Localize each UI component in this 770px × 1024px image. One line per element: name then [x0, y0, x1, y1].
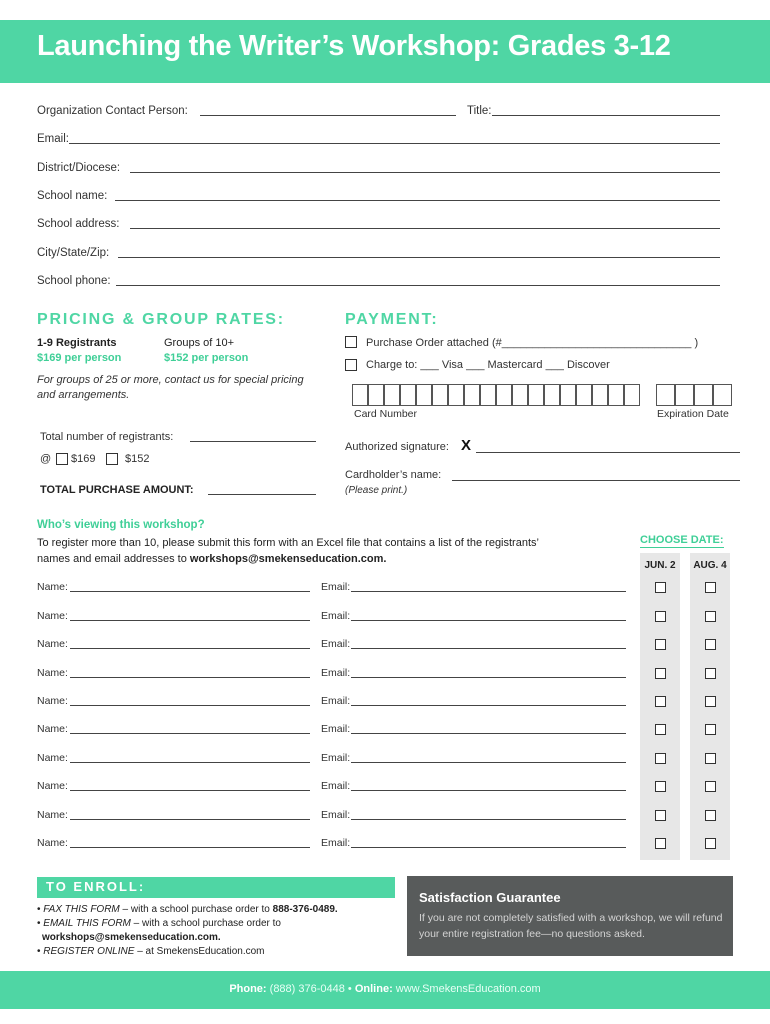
expiration-digit-cell[interactable]: [656, 384, 675, 406]
footer-phone: (888) 376-0448 •: [266, 983, 355, 995]
instructions-text: names and email addresses to: [37, 553, 190, 565]
card-digit-cell[interactable]: [368, 384, 384, 406]
total-registrants-field[interactable]: [190, 441, 316, 442]
city-field[interactable]: [118, 257, 720, 258]
enroll-email-text: – with a school purchase order to: [130, 918, 281, 929]
registrant-email-label: Email:: [321, 837, 351, 849]
registrant-name-field[interactable]: [70, 620, 310, 621]
registrant-email-label: Email:: [321, 780, 351, 792]
registrant-name-label: Name:: [37, 610, 68, 622]
enroll-fax-item: • FAX THIS FORM – with a school purchase order to 888-376-0489.: [37, 904, 338, 915]
school-phone-label: School phone:: [37, 275, 111, 287]
tier2-price: $152 per person: [164, 352, 249, 364]
rate-152-label: $152: [125, 453, 150, 465]
registrant-email-field[interactable]: [351, 677, 626, 678]
charge-label: Charge to: ___ Visa ___ Mastercard ___ Discover: [366, 359, 610, 371]
registrant-email-label: Email:: [321, 695, 351, 707]
card-number-cells: [352, 384, 640, 406]
jun-date-checkbox[interactable]: [655, 668, 666, 679]
registrant-email-field[interactable]: [351, 847, 626, 848]
cardholder-label: Cardholder’s name:: [345, 469, 442, 481]
date-aug-header: AUG. 4: [693, 560, 727, 571]
card-digit-cell[interactable]: [576, 384, 592, 406]
card-digit-cell[interactable]: [512, 384, 528, 406]
registrant-name-label: Name:: [37, 667, 68, 679]
district-label: District/Diocese:: [37, 162, 121, 174]
at-sign: @: [40, 453, 52, 465]
enroll-email-item: • EMAIL THIS FORM – with a school purchase order to: [37, 918, 281, 929]
registrant-email-field[interactable]: [351, 591, 626, 592]
rate-169-checkbox[interactable]: [56, 453, 68, 465]
choose-date-label: CHOOSE DATE:: [640, 534, 724, 546]
card-digit-cell[interactable]: [352, 384, 368, 406]
please-print-note: (Please print.): [345, 485, 408, 496]
jun-date-checkbox[interactable]: [655, 753, 666, 764]
registrant-name-label: Name:: [37, 780, 68, 792]
card-digit-cell[interactable]: [432, 384, 448, 406]
registrant-name-field[interactable]: [70, 677, 310, 678]
email-label: Email:: [37, 133, 69, 145]
instructions-line-2: [37, 551, 386, 567]
school-name-field[interactable]: [115, 200, 720, 201]
card-digit-cell[interactable]: [480, 384, 496, 406]
aug-date-checkbox[interactable]: [705, 582, 716, 593]
registrant-email-field[interactable]: [351, 648, 626, 649]
enroll-heading: TO ENROLL:: [46, 879, 146, 894]
aug-date-checkbox[interactable]: [705, 639, 716, 650]
title-field[interactable]: [492, 115, 720, 116]
registrant-email-label: Email:: [321, 610, 351, 622]
expiration-label: Expiration Date: [657, 408, 729, 420]
registrant-name-label: Name:: [37, 723, 68, 735]
registrant-email-label: Email:: [321, 809, 351, 821]
aug-date-checkbox[interactable]: [705, 724, 716, 735]
aug-date-checkbox[interactable]: [705, 611, 716, 622]
expiration-digit-cell[interactable]: [694, 384, 713, 406]
po-label: Purchase Order attached (#_______________________________ ): [366, 337, 699, 349]
registrant-email-field[interactable]: [351, 705, 626, 706]
enroll-fax-title: FAX THIS FORM: [43, 904, 120, 915]
registrant-email-label: Email:: [321, 667, 351, 679]
card-digit-cell[interactable]: [560, 384, 576, 406]
card-digit-cell[interactable]: [400, 384, 416, 406]
jun-date-checkbox[interactable]: [655, 781, 666, 792]
registrant-name-field[interactable]: [70, 591, 310, 592]
total-amount-label: TOTAL PURCHASE AMOUNT:: [40, 484, 194, 496]
payment-heading: PAYMENT:: [345, 311, 439, 328]
enroll-email-title: EMAIL THIS FORM: [43, 918, 131, 929]
jun-date-checkbox[interactable]: [655, 810, 666, 821]
registrant-email-label: Email:: [321, 581, 351, 593]
footer-phone-label: Phone:: [229, 983, 267, 995]
card-digit-cell[interactable]: [464, 384, 480, 406]
auth-signature-field[interactable]: [476, 452, 740, 453]
school-address-label: School address:: [37, 218, 120, 230]
tier1-label: 1-9 Registrants: [37, 337, 117, 349]
aug-date-checkbox[interactable]: [705, 668, 716, 679]
date-jun-header: JUN. 2: [644, 560, 676, 571]
school-address-field[interactable]: [130, 228, 720, 229]
registrant-name-label: Name:: [37, 752, 68, 764]
registrant-email-field[interactable]: [351, 620, 626, 621]
viewing-heading: Who’s viewing this workshop?: [37, 519, 205, 531]
jun-date-checkbox[interactable]: [655, 582, 666, 593]
registrant-email-label: Email:: [321, 752, 351, 764]
enroll-online-item: • REGISTER ONLINE – at SmekensEducation.com: [37, 946, 265, 957]
tier2-label: Groups of 10+: [164, 337, 235, 349]
enroll-fax-text: – with a school purchase order to: [119, 904, 273, 915]
district-field[interactable]: [130, 172, 720, 173]
guarantee-heading: Satisfaction Guarantee: [419, 890, 561, 905]
enroll-online-text: – at SmekensEducation.com: [134, 946, 265, 957]
charge-checkbox[interactable]: [345, 359, 357, 371]
aug-date-checkbox[interactable]: [705, 696, 716, 707]
guarantee-text: If you are not completely satisfied with a workshop, we will refund your entire registration fee—no questions asked.: [419, 912, 723, 940]
footer-online: www.SmekensEducation.com: [392, 983, 541, 995]
title-label: Title:: [467, 105, 492, 117]
registrant-name-label: Name:: [37, 695, 68, 707]
registrant-name-field[interactable]: [70, 762, 310, 763]
aug-date-checkbox[interactable]: [705, 838, 716, 849]
expiration-digit-cell[interactable]: [675, 384, 694, 406]
registrant-email-field[interactable]: [351, 790, 626, 791]
enroll-online-title: REGISTER ONLINE: [43, 946, 135, 957]
jun-date-checkbox[interactable]: [655, 696, 666, 707]
registrant-name-field[interactable]: [70, 648, 310, 649]
pricing-heading: PRICING & GROUP RATES:: [37, 311, 285, 328]
enroll-email-link: workshops@smekenseducation.com.: [42, 932, 221, 943]
enroll-fax-number: 888-376-0489.: [272, 904, 338, 915]
registrant-name-label: Name:: [37, 837, 68, 849]
card-number-label: Card Number: [354, 408, 418, 420]
registrant-name-field[interactable]: [70, 819, 310, 820]
card-digit-cell[interactable]: [448, 384, 464, 406]
card-digit-cell[interactable]: [608, 384, 624, 406]
page-title: Launching the Writer’s Workshop: Grades 3-12: [37, 30, 671, 62]
registrant-email-field[interactable]: [351, 819, 626, 820]
card-digit-cell[interactable]: [528, 384, 544, 406]
cardholder-field[interactable]: [452, 480, 740, 481]
rate-169-label: $169: [71, 453, 96, 465]
registrant-name-field[interactable]: [70, 733, 310, 734]
registrant-email-field[interactable]: [351, 762, 626, 763]
aug-date-checkbox[interactable]: [705, 810, 716, 821]
total-registrants-label: Total number of registrants:: [40, 431, 174, 443]
signature-x-mark: X: [461, 437, 472, 454]
registrant-name-field[interactable]: [70, 847, 310, 848]
footer-contact: [0, 983, 770, 995]
school-name-label: School name:: [37, 190, 108, 202]
registrant-name-field[interactable]: [70, 790, 310, 791]
aug-date-checkbox[interactable]: [705, 753, 716, 764]
card-digit-cell[interactable]: [544, 384, 560, 406]
registrant-email-label: Email:: [321, 723, 351, 735]
school-phone-field[interactable]: [116, 285, 720, 286]
registrant-name-label: Name:: [37, 581, 68, 593]
jun-date-checkbox[interactable]: [655, 639, 666, 650]
card-digit-cell[interactable]: [624, 384, 640, 406]
enroll-email-address: [42, 932, 221, 943]
email-field[interactable]: [69, 143, 720, 144]
pricing-note: For groups of 25 or more, contact us for special pricing and arrangements.: [37, 374, 304, 401]
card-digit-cell[interactable]: [416, 384, 432, 406]
card-digit-cell[interactable]: [592, 384, 608, 406]
registrant-name-field[interactable]: [70, 705, 310, 706]
rate-152-checkbox[interactable]: [106, 453, 118, 465]
registrant-email-field[interactable]: [351, 733, 626, 734]
jun-date-checkbox[interactable]: [655, 724, 666, 735]
total-amount-field[interactable]: [208, 494, 316, 495]
registrant-name-label: Name:: [37, 638, 68, 650]
registrant-name-label: Name:: [37, 809, 68, 821]
po-checkbox[interactable]: [345, 336, 357, 348]
auth-signature-label: Authorized signature:: [345, 441, 449, 453]
instructions-line-1: To register more than 10, please submit this form with an Excel file that contains a list of the registrants’: [37, 537, 539, 549]
jun-date-checkbox[interactable]: [655, 838, 666, 849]
city-label: City/State/Zip:: [37, 247, 110, 259]
org-contact-field[interactable]: [200, 115, 456, 116]
expiration-cells: [656, 384, 732, 406]
org-contact-label: Organization Contact Person:: [37, 105, 188, 117]
jun-date-checkbox[interactable]: [655, 611, 666, 622]
aug-date-checkbox[interactable]: [705, 781, 716, 792]
card-digit-cell[interactable]: [496, 384, 512, 406]
card-digit-cell[interactable]: [384, 384, 400, 406]
registrant-email-label: Email:: [321, 638, 351, 650]
instructions-email: workshops@smekenseducation.com.: [189, 553, 387, 565]
tier1-price: $169 per person: [37, 352, 122, 364]
expiration-digit-cell[interactable]: [713, 384, 732, 406]
footer-online-label: Online:: [354, 983, 393, 995]
